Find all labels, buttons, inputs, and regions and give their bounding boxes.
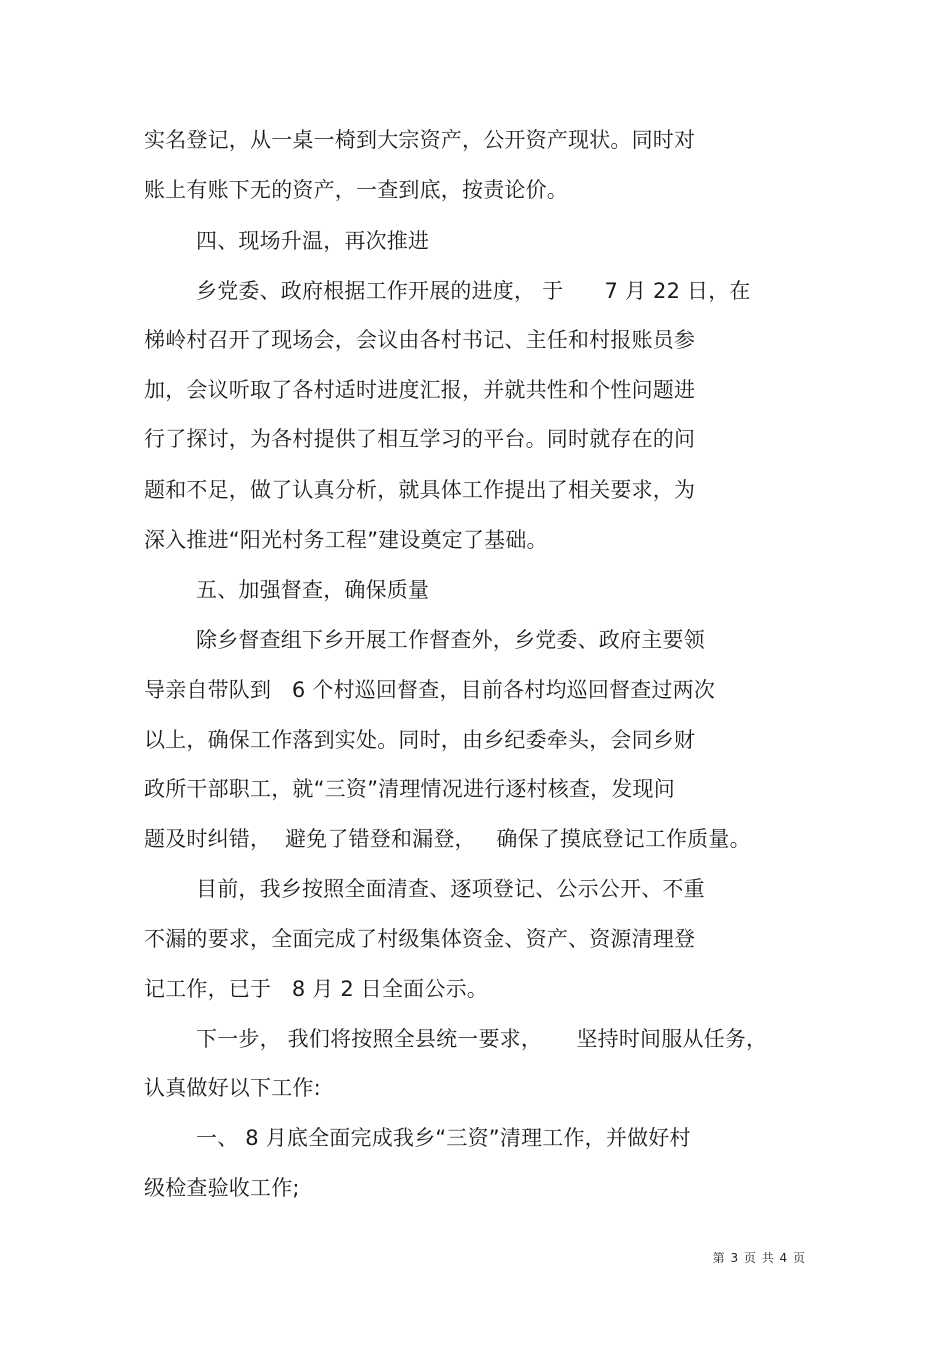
page-number: 第 3 页 共 4 页 [712,1251,806,1265]
text-line: 乡党委、政府根据工作开展的进度， 于 7 月 22 日，在 [196,279,751,303]
text-line: 除乡督查组下乡开展工作督查外，乡党委、政府主要领 [196,628,705,652]
text-line: 导亲自带队到 6 个村巡回督查，目前各村均巡回督查过两次 [144,678,716,702]
text-line: 不漏的要求，全面完成了村级集体资金、资产、资源清理登 [144,927,696,951]
text-line: 加，会议听取了各村适时进度汇报，并就共性和个性问题进 [144,378,696,402]
text-line: 下一步， 我们将按照全县统一要求， 坚持时间服从任务， [196,1027,768,1051]
text-line: 实名登记，从一桌一椅到大宗资产，公开资产现状。同时对 [144,128,696,152]
text-line: 记工作，已于 8 月 2 日全面公示。 [144,977,488,1001]
text-line: 题及时纠错， 避免了错登和漏登， 确保了摸底登记工作质量。 [144,827,751,851]
text-line: 梯岭村召开了现场会，会议由各村书记、主任和村报账员参 [144,328,696,352]
text-line: 以上，确保工作落到实处。同时，由乡纪委牵头，会同乡财 [144,728,696,752]
text-line: 深入推进“阳光村务工程”建设奠定了基础。 [144,528,548,552]
text-line: 行了探讨，为各村提供了相互学习的平台。同时就存在的问 [144,427,696,451]
section-heading: 四、现场升温，再次推进 [196,229,430,253]
section-heading: 五、加强督查，确保质量 [196,578,430,602]
text-line: 账上有账下无的资产，一查到底，按责论价。 [144,178,568,202]
text-line: 一、 8 月底全面完成我乡“三资”清理工作，并做好村 [196,1126,691,1150]
text-line: 政所干部职工，就“三资”清理情况进行逐村核查，发现问 [144,777,675,801]
text-line: 级检查验收工作; [144,1176,300,1200]
text-line: 目前，我乡按照全面清查、逐项登记、公示公开、不重 [196,877,705,901]
text-line: 认真做好以下工作: [144,1076,321,1100]
text-line: 题和不足，做了认真分析，就具体工作提出了相关要求，为 [144,478,696,502]
